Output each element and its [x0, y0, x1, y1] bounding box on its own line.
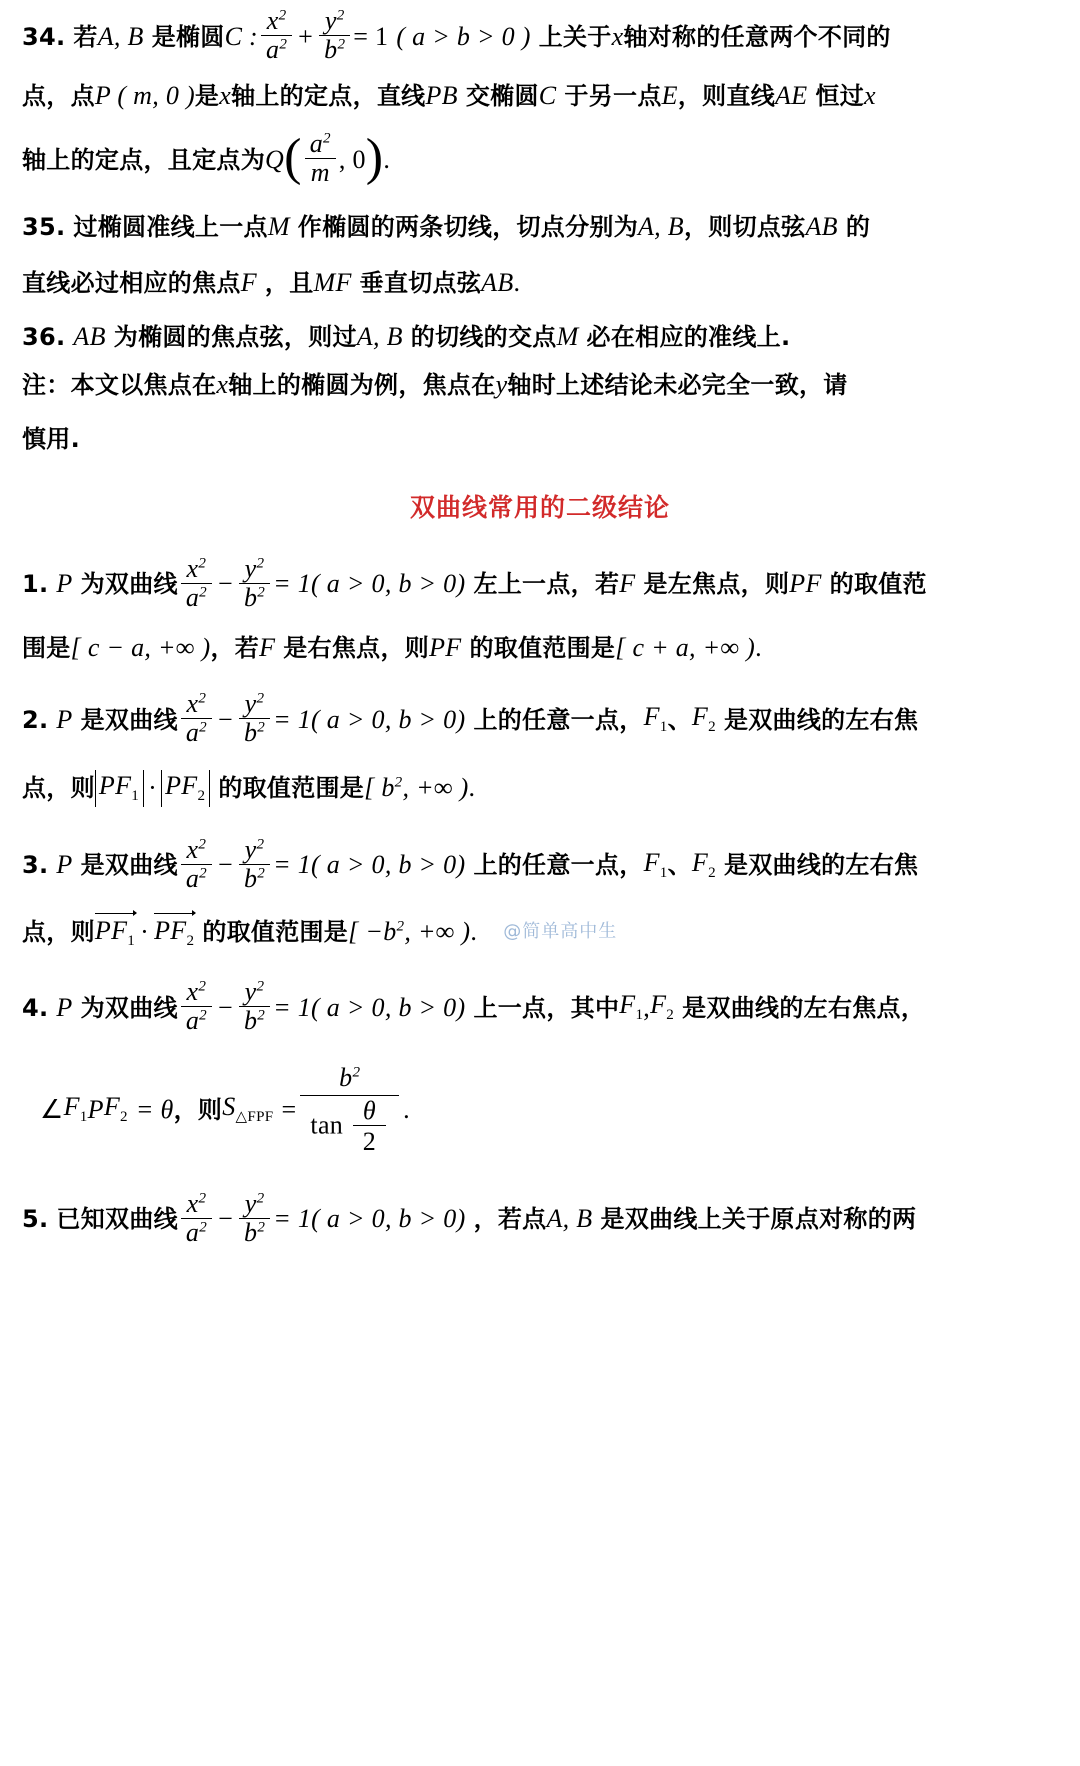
h2-p: P [56, 704, 73, 734]
h4-angle-f2: $F_2$ [103, 1091, 128, 1126]
h1-b4: 的取值范围是 [469, 633, 616, 662]
h1-range-1: [ c − a, +∞ ) [70, 632, 211, 662]
note-block [22, 372, 1058, 452]
h1-line-2 [22, 632, 1058, 662]
h2-b1: 点，则 [22, 774, 95, 803]
hyperbola-item-4 [22, 979, 1058, 1157]
h3-frac-y2b2 [239, 836, 270, 893]
h4-comma: , [643, 992, 651, 1022]
h1-fx-den: $a^2$ [181, 583, 212, 612]
item-36 [22, 324, 1058, 350]
item-34-l2-b: 是 [194, 82, 220, 111]
note-l2: 慎用. [22, 425, 81, 454]
item-35-line-1 [22, 214, 1058, 240]
h2-line-1 [22, 688, 1058, 748]
h2-equation: = 1( a > 0, b > 0) [273, 704, 466, 734]
h2-dun: 、 [667, 705, 692, 734]
h2-a4: 是双曲线的左右焦 [723, 705, 919, 734]
h3-fy-num: $y^2$ [244, 834, 265, 864]
item-36-ab: AB [73, 322, 106, 352]
item-36-m: M [556, 322, 579, 352]
item-34-text-b: 是椭圆 [151, 22, 225, 51]
item-35-l2-d: . [513, 268, 521, 298]
h4-eq2: = θ [135, 1094, 174, 1124]
item-35-mf: MF [313, 268, 352, 298]
h2-b3: . [468, 773, 476, 803]
h2-frac-x2a2 [181, 690, 212, 747]
item-34-frac1-den: $a^2$ [261, 35, 292, 64]
h3-equation: = 1( a > 0, b > 0) [273, 850, 466, 880]
item-36-t2: 的切线的交点 [410, 323, 557, 352]
h1-b3: 是右焦点，则 [283, 633, 430, 662]
watermark-text: @简单高中生 [503, 921, 618, 943]
hyperbola-item-5 [22, 1188, 1058, 1248]
item-34-frac1-num: $x^2$ [266, 6, 287, 35]
item-36-ab2: A, B [356, 322, 403, 352]
note-y: y [495, 370, 508, 400]
h3-line-1 [22, 834, 1058, 894]
h4-eq3: = [281, 1094, 297, 1124]
h5-a1: 已知双曲线 [56, 1205, 178, 1234]
h4-fy-den: $b^2$ [239, 1006, 270, 1035]
hyperbola-item-1 [22, 553, 1058, 662]
h4-fx-num: $x^2$ [186, 977, 207, 1007]
item-34-q: Q [265, 144, 285, 174]
item-34-equation: = 1 [353, 21, 389, 51]
h3-b3: . [470, 917, 478, 947]
h3-b1: 点，则 [22, 918, 95, 947]
item-34-text-a: 若 [73, 22, 98, 51]
h3-minus: − [217, 850, 233, 880]
item-34-curve-label: C : [224, 21, 259, 51]
h4-line-2 [40, 1062, 1058, 1157]
h1-minus: − [217, 569, 233, 599]
h3-a4: 是双曲线的左右焦 [723, 851, 919, 880]
h2-pf2-abs: $PF_2$ [161, 770, 210, 807]
h4-p: P [56, 992, 73, 1022]
item-34-q-den: m [305, 158, 336, 187]
h5-line-1 [22, 1188, 1058, 1248]
h4-frac-den [300, 1095, 399, 1157]
h3-range: [ $-b^2$, +∞ ) [348, 917, 471, 947]
item-34-l2-x2: x [864, 81, 876, 111]
h4-equation: = 1( a > 0, b > 0) [273, 992, 466, 1022]
note-line-1 [22, 372, 1058, 398]
h1-a4: 是左焦点，则 [643, 570, 790, 599]
h4-a4: 是双曲线的左右焦点， [682, 993, 926, 1022]
h3-fx-den: $a^2$ [181, 864, 212, 893]
item-34-line-3 [22, 128, 1058, 188]
h1-equation: = 1( a > 0, b > 0) [273, 569, 466, 599]
item-34-plus: + [298, 21, 314, 51]
h3-frac-x2a2 [181, 836, 212, 893]
h3-a3: 上的任意一点， [473, 851, 644, 880]
h4-a3: 上一点，其中 [473, 993, 620, 1022]
h2-fx-num: $x^2$ [186, 688, 207, 718]
h3-p: P [56, 850, 73, 880]
h3-fy-den: $b^2$ [239, 864, 270, 893]
item-34-fraction-y2b2 [319, 7, 350, 64]
item-34-q-fraction [305, 130, 336, 187]
item-34-frac2-num: $y^2$ [324, 6, 345, 35]
hyperbola-item-3 [22, 834, 1058, 949]
h2-fy-num: $y^2$ [244, 688, 265, 718]
item-34-text-d: 轴对称的任意两个不同的 [623, 22, 891, 51]
item-35-l1-b: 作椭圆的两条切线，切点分别为 [297, 213, 638, 242]
h3-f2: $F_2$ [691, 847, 716, 881]
item-36-t3: 必在相应的准线上. [586, 323, 791, 352]
h4-angle-f1: $F_1$ [63, 1091, 88, 1126]
item-35-l2-c: 垂直切点弦 [359, 269, 482, 298]
item-34-right-paren: ) [365, 128, 384, 186]
h2-number: 2. [22, 705, 49, 734]
h1-fy-num: $y^2$ [244, 553, 265, 583]
item-35-ab-1: A, B [638, 212, 684, 242]
h4-theta-over-2 [353, 1097, 386, 1156]
h5-fx-den: $a^2$ [181, 1218, 212, 1247]
item-35-ab-2: AB [805, 212, 838, 242]
hyperbola-item-2 [22, 688, 1058, 807]
h4-fy-num: $y^2$ [244, 977, 265, 1007]
h2-line-2 [22, 770, 1058, 807]
h5-ab: A, B [546, 1204, 593, 1234]
h4-b2: . [403, 1094, 410, 1124]
h5-frac-y2b2 [239, 1190, 270, 1247]
h1-frac-x2a2 [181, 555, 212, 612]
h4-angle-icon: ∠ [40, 1094, 64, 1124]
item-34-line-1 [22, 8, 1058, 65]
note-l1-b: 轴上的椭圆为例，焦点在 [228, 371, 496, 400]
h1-pf: PF [789, 569, 822, 599]
item-34-ae: AE [775, 81, 808, 111]
h1-number: 1. [22, 570, 49, 599]
h1-fx-num: $x^2$ [186, 553, 207, 583]
item-35-m: M [267, 212, 290, 242]
h1-a2: 为双曲线 [80, 570, 178, 599]
item-35-line-2 [22, 270, 1058, 296]
h2-b2: 的取值范围是 [218, 774, 365, 803]
h1-a5: 的取值范 [829, 570, 927, 599]
item-34-fraction-x2a2 [261, 7, 292, 64]
h2-fy-den: $b^2$ [239, 718, 270, 747]
h1-fy-den: $b^2$ [239, 583, 270, 612]
h1-f: F [619, 569, 636, 599]
item-34-frac2-den: $b^2$ [319, 35, 350, 64]
item-35 [22, 214, 1058, 296]
h2-a2: 是双曲线 [80, 705, 178, 734]
h5-fx-num: $x^2$ [186, 1188, 207, 1218]
h4-fx-den: $a^2$ [181, 1006, 212, 1035]
item-34-line-2 [22, 83, 1058, 109]
note-line-2 [22, 426, 1058, 452]
item-34-l3-a: 轴上的定点，且定点为 [22, 145, 265, 174]
note-x: x [216, 370, 229, 400]
item-34-q-zero: , 0 [338, 144, 366, 174]
h4-area-fraction [300, 1062, 399, 1157]
item-35-l2-a: 直线必过相应的焦点 [22, 269, 241, 298]
h2-pf1-abs: $PF_1$ [95, 770, 144, 807]
h2-dot: · [148, 773, 158, 803]
item-34-point-p: P ( m, 0 ) [94, 81, 195, 111]
h1-line-1 [22, 553, 1058, 613]
h1-pf2: PF [429, 632, 462, 662]
h2-f2: $F_2$ [691, 701, 716, 736]
h1-p: P [56, 569, 73, 599]
item-34-e-point: E [661, 81, 678, 111]
h3-a2: 是双曲线 [80, 851, 178, 880]
h2-fx-den: $a^2$ [181, 718, 212, 747]
item-34-c2: C [538, 81, 557, 111]
h4-frac-x2a2 [181, 978, 212, 1035]
h3-number: 3. [22, 851, 49, 880]
h1-a3: 左上一点，若 [473, 570, 620, 599]
h5-minus: − [218, 1204, 234, 1234]
h5-a2: ，若点 [473, 1205, 547, 1234]
item-35-ab-3: AB [481, 268, 514, 298]
note-l1-a: 注：本文以焦点在 [22, 371, 217, 400]
h3-f1: $F_1$ [643, 847, 668, 881]
item-34-left-paren: ( [284, 128, 302, 186]
h2-f1: $F_1$ [643, 701, 668, 736]
item-34-l2-c: 轴上的定点，直线 [231, 82, 426, 111]
item-34-l2-g: 恒过 [815, 82, 864, 111]
item-35-l1-c: ，则切点弦 [683, 213, 806, 242]
item-34-l2-e: 于另一点 [564, 82, 662, 111]
h4-angle-p: P [87, 1094, 104, 1124]
item-34-l2-d: 交椭圆 [465, 82, 539, 111]
h5-equation: = 1( a > 0, b > 0) [273, 1204, 466, 1234]
item-34-number: 34. [22, 22, 66, 51]
h3-line-2 [22, 916, 1058, 949]
item-34-axis-x: x [611, 21, 624, 51]
h4-frac-num: $b^2$ [339, 1063, 361, 1093]
h5-number: 5. [22, 1205, 49, 1234]
h4-line-1 [22, 979, 1058, 1036]
h1-range-2: [ c + a, +∞ ) [615, 632, 756, 662]
item-34 [22, 8, 1058, 188]
h3-dot: · [140, 917, 150, 947]
item-35-l1-a: 过椭圆准线上一点 [73, 213, 268, 242]
item-34-q-end: . [383, 144, 391, 174]
section-heading-hyperbola: 双曲线常用的二级结论 [409, 492, 670, 522]
item-35-l2-b: ，且 [264, 269, 314, 298]
item-34-l2-x: x [219, 81, 232, 111]
h3-pf1-vector: $PF_1$ [94, 915, 136, 949]
h4-minus: − [217, 992, 233, 1022]
item-34-l2-a: 点，点 [22, 82, 95, 111]
h3-pf2-vector: $PF_2$ [154, 915, 195, 949]
h3-fx-num: $x^2$ [186, 834, 207, 864]
h2-minus: − [217, 704, 233, 734]
item-36-line-1 [22, 324, 1058, 350]
h1-b5: . [755, 632, 762, 662]
h5-fy-den: $b^2$ [239, 1218, 270, 1247]
item-36-number: 36. [22, 323, 66, 352]
h4-frac-y2b2 [239, 978, 270, 1035]
h4-b1: ，则 [173, 1095, 223, 1124]
h1-frac-y2b2 [239, 555, 270, 612]
h4-a2: 为双曲线 [80, 993, 178, 1022]
item-34-condition: ( a > b > 0 ) [396, 21, 531, 51]
note-l1-c: 轴时上述结论未必完全一致，请 [507, 371, 848, 400]
h4-tan: tan [310, 1110, 344, 1140]
item-34-q-num: $a^2$ [309, 129, 331, 159]
item-34-l2-f: ，则直线 [677, 82, 776, 111]
item-35-f: F [240, 268, 257, 298]
h4-f1: $F_1$ [619, 990, 644, 1024]
item-34-pb: PB [425, 81, 458, 111]
item-35-number: 35. [22, 213, 66, 242]
h4-number: 4. [22, 993, 49, 1022]
h1-f2: F [259, 632, 276, 662]
h2-frac-y2b2 [239, 690, 270, 747]
h4-area-symbol: $S_{\triangle FPF}$ [222, 1091, 274, 1126]
item-36-t1: 为椭圆的焦点弦，则过 [113, 323, 357, 352]
item-34-text-c: 上关于 [538, 22, 612, 51]
item-35-l1-d: 的 [845, 213, 871, 242]
h5-frac-x2a2 [181, 1190, 212, 1247]
h3-dun: 、 [667, 851, 692, 880]
item-34-vars-ab: A, B [97, 21, 144, 51]
h3-b2: 的取值范围是 [202, 918, 349, 947]
h1-b2: ，若 [210, 633, 260, 662]
h5-a3: 是双曲线上关于原点对称的两 [600, 1205, 917, 1234]
h1-b1: 围是 [22, 633, 71, 662]
h4-f2: $F_2$ [650, 990, 675, 1024]
h4-area-subscript: △FPF [235, 1109, 274, 1126]
h5-fy-num: $y^2$ [244, 1188, 265, 1218]
h4-two: 2 [353, 1125, 386, 1156]
h4-theta: θ [362, 1095, 376, 1125]
h2-range: [ $b^2$, +∞ ) [364, 773, 469, 803]
h2-a3: 上的任意一点， [473, 705, 644, 734]
